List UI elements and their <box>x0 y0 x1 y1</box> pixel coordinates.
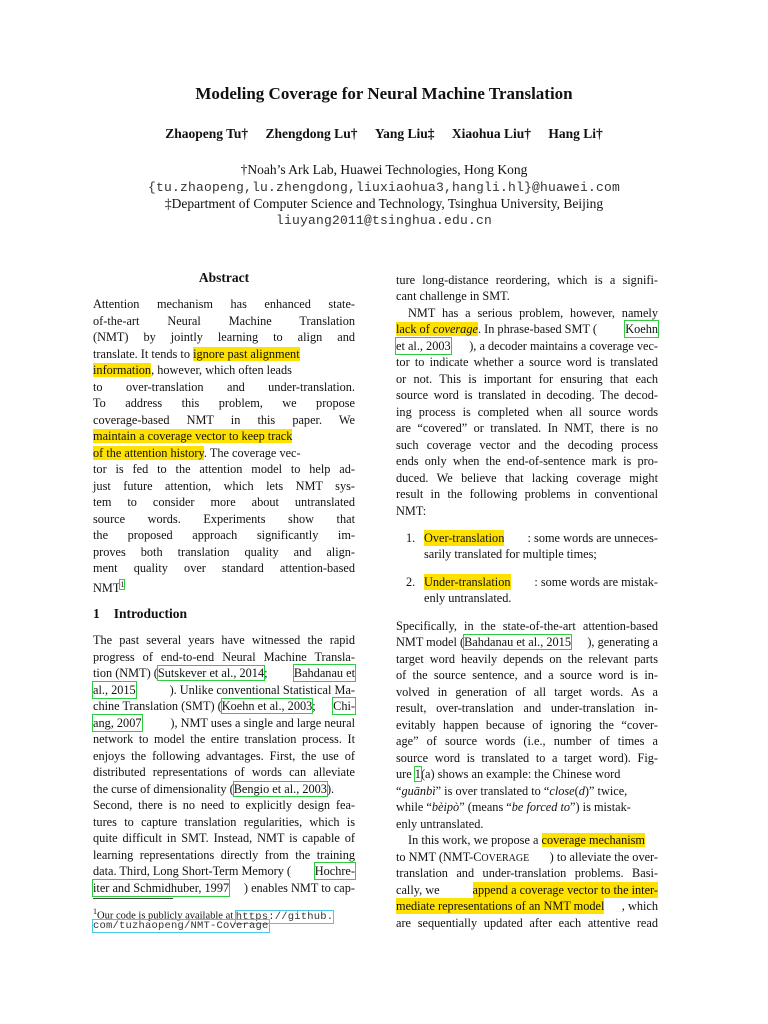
abstract-line: information, however, which often leads <box>93 363 292 377</box>
intro-line: Second, there is no need to explicitly design fea- <box>93 798 355 812</box>
body-line: volved in generation of all target words. As a <box>396 685 658 699</box>
affiliation-2: ‡Department of Computer Science and Technology, Tsinghua University, Beijing <box>164 196 604 211</box>
body-line: source word is translated to a target word). Fig- <box>396 751 658 765</box>
body-line: ure 1(a) shows an example: the Chinese word <box>396 767 621 781</box>
body-line: translation and under-translation problems. Basi- <box>396 866 658 880</box>
body-line: Specifically, in the state-of-the-art attention-based <box>396 619 658 633</box>
abstract-line: (NMT) by jointly learning to align and <box>93 330 355 344</box>
body-line: source word is translated in decoding. The decod- <box>396 388 658 402</box>
footnote-cont <box>93 919 383 934</box>
abstract-line <box>93 428 355 444</box>
body-line: of the source sentence, and a source word is in- <box>396 668 658 682</box>
body-line: target word heavily depends on the relevant parts <box>396 652 658 666</box>
abstract-line: coverage-based NMT in this paper. We <box>93 413 355 427</box>
abstract-line: source words. Experiments show that <box>93 512 355 526</box>
citation-link[interactable]: Bengio et al., 2003 <box>233 782 327 796</box>
abstract-line: the proposed approach significantly im- <box>93 528 355 542</box>
body-line: NMT model (Bahdanau et al., 2015 ), generating a <box>396 635 658 649</box>
abstract-line: NMT$^1$ <box>93 580 125 596</box>
body-line: age” of source words (i.e., number of times a <box>396 734 658 748</box>
intro-line: learning representations directly from the training <box>93 848 355 862</box>
body-line: ture long-distance reordering, which is a signifi- <box>396 273 658 287</box>
citation-link[interactable]: Bahdanau et al., 2015 <box>464 635 571 649</box>
intro-line: tion (NMT) (Sutskever et al., 2014; Bahdanau et <box>93 666 355 680</box>
paper-title: Modeling Coverage for Neural Machine Translation <box>195 84 573 103</box>
intro-line: chine Translation (SMT) (Koehn et al., 2003; Chi- <box>93 699 355 713</box>
abstract-line: of the attention history. The coverage vec- <box>93 446 301 460</box>
body-line: mediate representations of an NMT model , which <box>396 899 658 913</box>
citation-link[interactable]: Hochre- <box>314 864 355 878</box>
body-line: lack of coverage. In phrase-based SMT ( Koehn <box>396 322 658 336</box>
highlight: maintain a coverage vector to keep track <box>93 429 293 443</box>
affiliation-1: †Noah’s Ark Lab, Huawei Technologies, Hong Kong <box>240 162 528 177</box>
intro-line: The past several years have witnessed the rapid <box>93 633 355 647</box>
author: Yang Liu‡ <box>374 126 435 141</box>
code-url-link[interactable]: https://github. <box>235 910 334 923</box>
intro-line: enjoys the following advantages. First, the use of <box>93 749 355 763</box>
body-line: such coverage vector and the decoding process <box>396 438 658 452</box>
intro-line: quite difficult in SMT. Instead, NMT is capable of <box>93 831 355 845</box>
body-line: to NMT (NMT-COVERAGE ) to alleviate the over- <box>396 850 658 864</box>
highlight: of the attention history <box>93 446 204 460</box>
body-line: or not. This is important for ensuring that each <box>396 372 658 386</box>
abstract-line: translate. It tends to ignore past alignment <box>93 347 300 361</box>
section-heading: 1 Introduction <box>93 606 188 621</box>
highlight: Under-translation <box>424 575 511 589</box>
body-line: “guānbì” is over translated to “close(d)” twice, <box>396 784 628 798</box>
body-line: NMT has a serious problem, however, namely <box>408 306 658 320</box>
body-line: are “covered” or translated. In NMT, there is no <box>396 421 658 435</box>
abstract-line: proves both translation quality and align- <box>93 545 355 559</box>
citation-link[interactable]: Koehn et al., 2003 <box>221 699 313 713</box>
intro-line: network to model the entire translation process. It <box>93 732 355 746</box>
intro-line: the curse of dimensionality (Bengio et al., 2003). <box>93 782 335 796</box>
body-line: cant challenge in SMT. <box>396 289 510 303</box>
abstract-line: tem to consider more about untranslated <box>93 495 355 509</box>
body-line: cally, we append a coverage vector to the inter- <box>396 883 658 897</box>
highlight: Over-translation <box>424 531 505 545</box>
citation-link[interactable]: Koehn <box>625 322 658 336</box>
body-line: et al., 2003 ), a decoder maintains a coverage vec- <box>396 339 658 353</box>
abstract-line: To address this problem, we propose <box>93 396 355 410</box>
body-line: ing process is completed when all source words <box>396 405 658 419</box>
author: Xiaohua Liu† <box>451 126 532 141</box>
footnote-rule <box>93 898 173 899</box>
body-line: while “bèipò” (means “be forced to”) is mistak- <box>396 800 631 814</box>
citation-link[interactable]: iter and Schmidhuber, 1997 <box>93 881 230 895</box>
paper-page: Modeling Coverage for Neural Machine Translation Zhaopeng Tu† Zhengdong Lu† Yang Liu‡ Xiaohua Liu† Hang Li† †Noah’s Ark Lab, Huawei Technologies, Hong Kong {tu.zhaopeng,lu.zhengdong,liuxiaohua3,hangli.hl}@huawei.com ‡Department of Computer Science and Technology, Tsinghua University, Beijing liuyang2011@tsinghua.edu.cn Abstract Attention mechanism has enhanced state- of-the-art Neural Machine Translation (NMT) by jointly learning to align and translate. It tends to ignore past alignment information, however, which often leads to over-translation and under-translation. To address this problem, we propose coverage-based NMT in this paper. We maintain a coverage vector to keep track of the attention history. The coverage vec- tor is fed to the attention model to help ad- just future attention, which lets NMT sys- tem to consider more about untranslated source words. Experiments show that the proposed approach significantly im- proves both translation quality and align- ment quality over standard attention-based NMT$^1$ 1 Introduction The past several years have witnessed the rapid progress of end-to-end Neural Machine Transla- tion (NMT) (Sutskever et al., 2014; Bahdanau et al., 2015 ). Unlike conventional Statistical Ma- chine Translation (SMT) (Koehn et al., 2003; Chi- ang, 2007 ), NMT uses a single and large neural network to model the entire translation process. It enjoys the following advantages. First, the use of distributed representations of words can alleviate the curse of dimensionality (Bengio et al., 2003). Second, there is no need to explicitly design fea- tures to capture translation regularities, which is quite difficult in SMT. Instead, NMT is capable of learning representations directly from the training data. Third, Long Short-Term Memory ( Hochre- iter and Schmidhuber, 1997 ) enables NMT to cap- $^1$Our code is publicly available at https://github. com/tuzhaopeng/NMT-Coverage ture long-distance reordering, which is a signifi- cant challenge in SMT. NMT has a serious problem, however, namely lack of coverage. In phrase-based SMT ( Koehn et al., 2003 ), a decoder maintains a coverage vec- tor to indicate whether a source word is translated or not. This is important for ensuring that each source word is translated in decoding. The decod- ing process is completed when all source words are “covered” or translated. In NMT, there is no such coverage vector and the decoding process ends only when the end-of-sentence mark is pro- duced. We believe that lacking coverage might result in the following problems in conventional NMT: 1. Over-translation : some words are unneces- sarily translated for multiple times; 2. Under-translation : some words are mistak- enly untranslated. Specifically, in the state-of-the-art attention-based NMT model (Bahdanau et al., 2015 ), generating a target word heavily depends on the relevant parts of the source sentence, and a source word is in- volved in generation of all target words. As a result, over-translation and under-translation in- evitably happen because of ignoring the “cover- age” of source words (i.e., number of times a source word is translated to a target word). Fig- ure 1(a) shows an example: the Chinese word “guānbì” is over translated to “close(d)” twice, while “bèipò” (means “be forced to”) is mistak- enly untranslated. In this work, we propose a coverage mechanism to NMT (NMT-COVERAGE ) to alleviate the over- translation and under-translation problems. Basi- cally, we append a coverage vector to the inter- mediate representations of an NMT model , which are sequentially updated after each attentive read <box>0 0 768 1024</box>
abstract-line: of-the-art Neural Machine Translation <box>93 314 355 328</box>
footnote-link[interactable]: 1 <box>120 580 125 589</box>
intro-line: al., 2015 ). Unlike conventional Statistical Ma- <box>93 683 355 697</box>
body-line: NMT: <box>396 504 427 518</box>
abstract-heading: Abstract <box>198 270 250 285</box>
highlight: ignore past alignment <box>193 347 300 361</box>
body-line: result, over-translation and under-translation in- <box>396 701 658 715</box>
intro-line: data. Third, Long Short-Term Memory ( Hochre- <box>93 864 355 878</box>
highlight: mediate representations of an NMT model <box>396 899 605 913</box>
abstract-line: tor is fed to the attention model to help ad- <box>93 462 355 476</box>
abstract-line: Attention mechanism has enhanced state- <box>93 297 355 311</box>
code-url-link[interactable]: com/tuzhaopeng/NMT-Coverage <box>93 920 269 932</box>
intro-line: iter and Schmidhuber, 1997 ) enables NMT to cap- <box>93 881 355 895</box>
citation-link[interactable]: Chi- <box>333 699 355 713</box>
abstract-line: ment quality over standard attention-based <box>93 561 355 575</box>
figure-link[interactable]: 1 <box>414 767 421 781</box>
citation-link[interactable]: Sutskever et al., 2014 <box>157 666 265 680</box>
author-list <box>0 126 768 142</box>
intro-line: progress of end-to-end Neural Machine Transla- <box>93 650 355 664</box>
body-line: evitably happen because of ignoring the “cover- <box>396 718 658 732</box>
body-line: ends only when the end-of-sentence mark is pro- <box>396 454 658 468</box>
citation-link[interactable]: ang, 2007 <box>93 716 142 730</box>
emails-2: liuyang2011@tsinghua.edu.cn <box>275 213 493 228</box>
author: Zhengdong Lu† <box>265 126 358 141</box>
intro-line: tures to capture translation regularities, which is <box>93 815 355 829</box>
citation-link[interactable]: Bahdanau et <box>293 666 355 680</box>
highlight: information <box>93 363 152 377</box>
emails-1: {tu.zhaopeng,lu.zhengdong,liuxiaohua3,hangli.hl}@huawei.com <box>147 180 621 195</box>
body-line: tor to indicate whether a source word is translated <box>396 355 658 369</box>
highlight: append a coverage vector to the inter- <box>472 883 658 897</box>
abstract-line: to over-translation and under-translation. <box>93 380 355 394</box>
body-line: enly untranslated. <box>396 817 484 831</box>
author: Hang Li† <box>548 126 603 141</box>
intro-line: ang, 2007 ), NMT uses a single and large neural <box>93 716 355 730</box>
body-line: In this work, we propose a coverage mechanism <box>408 833 645 847</box>
highlight: coverage mechanism <box>541 833 645 847</box>
author: Zhaopeng Tu† <box>165 126 249 141</box>
citation-link[interactable]: al., 2015 <box>93 683 136 697</box>
body-line: duced. We believe that lacking coverage might <box>396 471 658 485</box>
highlight: lack of coverage <box>396 322 478 336</box>
body-line: are sequentially updated after each attentive read <box>396 916 658 930</box>
footnote: $^1$Our code is publicly available at https://github. <box>93 907 334 923</box>
intro-line: distributed representations of words can alleviate <box>93 765 355 779</box>
citation-link[interactable]: et al., 2003 <box>396 339 451 353</box>
body-line: result in the following problems in conventional <box>396 487 658 501</box>
abstract-line: just future attention, which lets NMT sys- <box>93 479 355 493</box>
